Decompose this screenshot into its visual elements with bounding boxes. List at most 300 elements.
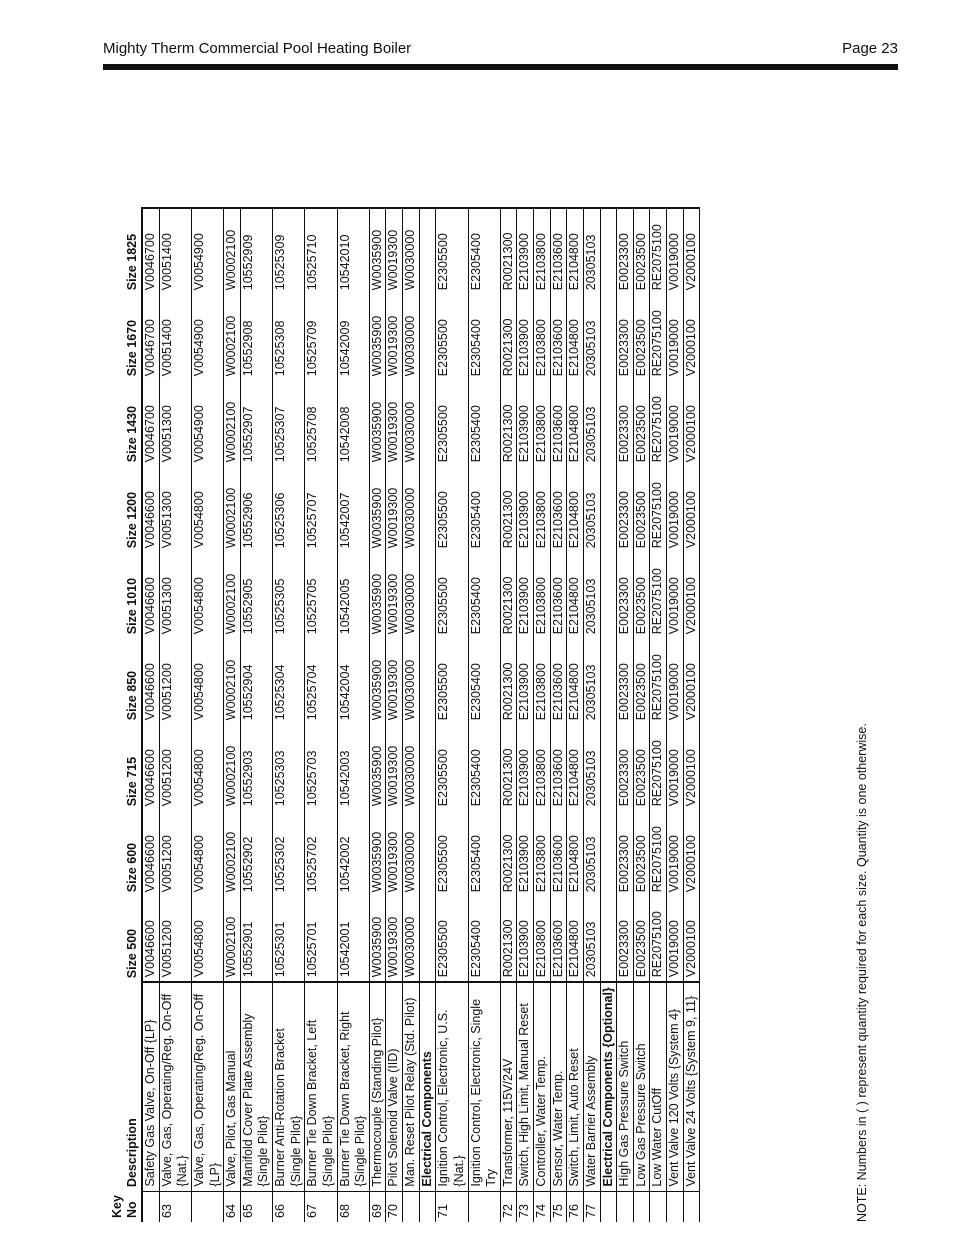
part-number-cell: E2103900 [517,294,534,380]
part-number-cell: V0019000 [667,466,684,552]
part-number-cell: 10525304 [273,638,305,724]
part-number-cell: V2000100 [683,724,700,810]
part-number-cell: V0054800 [191,466,223,552]
document-title: Mighty Therm Commercial Pool Heating Boiler [103,40,412,57]
part-number-cell: E2104800 [567,896,584,982]
key-no-cell [650,1191,667,1222]
part-number-cell: R0021300 [500,724,517,810]
table-row [468,208,500,1222]
part-number-cell: W0002100 [224,380,241,466]
part-number-cell: 10525709 [305,294,337,380]
part-number-cell: 10542007 [337,466,369,552]
table-row [369,208,386,1222]
part-number-cell [419,208,436,294]
part-number-cell: V0051200 [159,810,191,896]
part-number-cell: W0002100 [224,208,241,294]
part-number-cell: RE2075100 [650,896,667,982]
part-number-cell: V0046600 [142,724,159,810]
part-number-cell: R0021300 [500,552,517,638]
part-number-cell: V0046600 [142,638,159,724]
part-number-cell: V0046600 [142,466,159,552]
description-cell: Valve, Pilot, Gas Manual [224,982,241,1191]
key-no-cell [633,1191,650,1222]
table-row [240,208,272,1222]
key-no-cell [683,1191,700,1222]
description-cell: Transformer, 115V/24V [500,982,517,1191]
part-number-cell: 10525307 [273,380,305,466]
description-cell: Man. Reset Pilot Relay (Std. Pilot) [403,982,420,1191]
part-number-cell: 10542009 [337,294,369,380]
part-number-cell: 10525302 [273,810,305,896]
part-number-cell: V0051300 [159,552,191,638]
part-number-cell: E0023300 [617,208,634,294]
part-number-cell: E2104800 [567,810,584,896]
part-number-cell: 20305103 [583,810,600,896]
table-row [633,208,650,1222]
key-no-cell: 74 [534,1191,551,1222]
part-number-cell: E0023300 [617,638,634,724]
part-number-cell: V0054900 [191,208,223,294]
part-number-cell: E2103800 [534,294,551,380]
part-number-cell: RE2075100 [650,208,667,294]
part-number-cell: E2103900 [517,896,534,982]
part-number-cell: E2103800 [534,896,551,982]
part-number-cell: W0035900 [369,294,386,380]
part-number-cell: V0051200 [159,896,191,982]
part-number-cell: W0019300 [386,810,403,896]
part-number-cell: 10542008 [337,380,369,466]
part-number-cell: W0002100 [224,810,241,896]
part-number-cell: W0030000 [403,638,420,724]
part-number-cell: W0002100 [224,638,241,724]
part-number-cell: V0019000 [667,724,684,810]
part-number-cell: W0035900 [369,208,386,294]
description-cell: Controller, Water Temp. [534,982,551,1191]
part-number-cell: 20305103 [583,294,600,380]
header-size-500: Size 500 [103,896,142,982]
key-no-cell: 63 [159,1191,191,1222]
part-number-cell: 10542002 [337,810,369,896]
part-number-cell: RE2075100 [650,294,667,380]
key-no-cell: 65 [240,1191,272,1222]
header-description: Description [103,982,142,1191]
part-number-cell: W0035900 [369,638,386,724]
part-number-cell: V0054800 [191,552,223,638]
part-number-cell: 20305103 [583,638,600,724]
part-number-cell: 10542003 [337,724,369,810]
part-number-cell: E2103600 [550,810,567,896]
part-number-cell [419,380,436,466]
description-cell: Low Water CutOff [650,982,667,1191]
part-number-cell: W0030000 [403,208,420,294]
part-number-cell: V0054900 [191,294,223,380]
description-cell: Switch, Limit, Auto Reset [567,982,584,1191]
part-number-cell: 10525702 [305,810,337,896]
part-number-cell: RE2075100 [650,810,667,896]
part-number-cell: W0019300 [386,638,403,724]
part-number-cell: RE2075100 [650,724,667,810]
part-number-cell: 10525708 [305,380,337,466]
part-number-cell: E2104800 [567,552,584,638]
part-number-cell: E2104800 [567,380,584,466]
part-number-cell: E2305400 [468,810,500,896]
part-number-cell: E2103600 [550,638,567,724]
part-number-cell: W0019300 [386,552,403,638]
part-number-cell: RE2075100 [650,638,667,724]
section-heading: Electrical Components {Optional} [600,982,617,1191]
part-number-cell: V0019000 [667,294,684,380]
part-number-cell: 10525306 [273,466,305,552]
header-size-850: Size 850 [103,638,142,724]
header-key-no: Key No [103,1191,142,1222]
part-number-cell: E0023500 [633,552,650,638]
part-number-cell: E2305400 [468,208,500,294]
part-number-cell: V0054800 [191,896,223,982]
part-number-cell: 10525309 [273,208,305,294]
part-number-cell: W0035900 [369,810,386,896]
part-number-cell: 20305103 [583,552,600,638]
description-cell: Valve, Gas, Operating/Reg. On-Off {LP} [191,982,223,1191]
part-number-cell: 10552909 [240,208,272,294]
part-number-cell: E2103900 [517,810,534,896]
part-number-cell: RE2075100 [650,380,667,466]
table-row [191,208,223,1222]
part-number-cell: V0019000 [667,638,684,724]
part-number-cell: E2103900 [517,380,534,466]
parts-table-body [142,208,700,1222]
part-number-cell: 10552908 [240,294,272,380]
part-number-cell: E2103600 [550,896,567,982]
key-no-cell: 66 [273,1191,305,1222]
part-number-cell [419,552,436,638]
key-no-cell: 70 [386,1191,403,1222]
part-number-cell: E2305500 [436,380,468,466]
table-row [273,208,305,1222]
part-number-cell: E0023300 [617,724,634,810]
part-number-cell: 20305103 [583,724,600,810]
part-number-cell: E2103600 [550,294,567,380]
part-number-cell: RE2075100 [650,552,667,638]
part-number-cell: E2104800 [567,208,584,294]
part-number-cell: 10525705 [305,552,337,638]
part-number-cell: E0023500 [633,466,650,552]
part-number-cell: E2103800 [534,724,551,810]
part-number-cell: E2305400 [468,638,500,724]
key-no-cell [617,1191,634,1222]
part-number-cell: 20305103 [583,896,600,982]
part-number-cell: E2305400 [468,552,500,638]
part-number-cell: R0021300 [500,208,517,294]
rotated-parts-table [103,128,884,1222]
part-number-cell: V0046600 [142,552,159,638]
part-number-cell [600,380,617,466]
part-number-cell: E2104800 [567,724,584,810]
table-row [567,208,584,1222]
table-row [683,208,700,1222]
part-number-cell: E2103600 [550,466,567,552]
table-row [517,208,534,1222]
description-cell: Thermocouple {Standing Pilot} [369,982,386,1191]
part-number-cell: W0002100 [224,466,241,552]
part-number-cell: RE2075100 [650,466,667,552]
part-number-cell: V2000100 [683,294,700,380]
part-number-cell: W0002100 [224,552,241,638]
section-heading: Electrical Components [419,982,436,1191]
key-no-cell: 64 [224,1191,241,1222]
part-number-cell: 10542004 [337,638,369,724]
header-rule [103,64,898,70]
part-number-cell: E0023300 [617,466,634,552]
part-number-cell: E0023300 [617,896,634,982]
part-number-cell: W0030000 [403,724,420,810]
section-row [600,208,617,1222]
part-number-cell: E2305400 [468,896,500,982]
part-number-cell: E2103800 [534,638,551,724]
part-number-cell: E2305500 [436,810,468,896]
part-number-cell: 10525703 [305,724,337,810]
part-number-cell: V0051200 [159,638,191,724]
part-number-cell: W0002100 [224,724,241,810]
part-number-cell: 10525303 [273,724,305,810]
description-cell: Ignition Control, Electronic, Single Try [468,982,500,1191]
part-number-cell: E2103900 [517,208,534,294]
table-row [142,208,159,1222]
part-number-cell [419,810,436,896]
key-no-cell: 69 [369,1191,386,1222]
part-number-cell: E2305400 [468,466,500,552]
header-size-1670: Size 1670 [103,294,142,380]
table-row [436,208,468,1222]
part-number-cell: E2103800 [534,552,551,638]
part-number-cell: E2103800 [534,380,551,466]
part-number-cell: V0019000 [667,208,684,294]
section-row [419,208,436,1222]
part-number-cell: W0030000 [403,552,420,638]
part-number-cell: W0035900 [369,466,386,552]
part-number-cell [600,552,617,638]
part-number-cell: 10552903 [240,724,272,810]
part-number-cell: 10542001 [337,896,369,982]
part-number-cell: V0051300 [159,466,191,552]
description-cell: Safety Gas Valve, On-Off {LP} [142,982,159,1191]
part-number-cell: 10525301 [273,896,305,982]
part-number-cell: W0002100 [224,294,241,380]
part-number-cell: 10542010 [337,208,369,294]
part-number-cell [419,466,436,552]
part-number-cell: W0002100 [224,896,241,982]
description-cell: Pilot Solenoid Valve (IID) [386,982,403,1191]
part-number-cell: E2103900 [517,552,534,638]
part-number-cell: E0023500 [633,208,650,294]
part-number-cell: E2305400 [468,724,500,810]
part-number-cell: E2305500 [436,466,468,552]
part-number-cell: E0023500 [633,896,650,982]
page-header [103,38,898,72]
part-number-cell: V0054900 [191,380,223,466]
key-no-cell [142,1191,159,1222]
header-size-1430: Size 1430 [103,380,142,466]
part-number-cell: 10542005 [337,552,369,638]
part-number-cell: V0019000 [667,552,684,638]
part-number-cell: E0023500 [633,638,650,724]
part-number-cell: W0030000 [403,896,420,982]
table-row [534,208,551,1222]
part-number-cell: R0021300 [500,380,517,466]
table-row [159,208,191,1222]
part-number-cell: V0046600 [142,810,159,896]
table-row [337,208,369,1222]
part-number-cell [419,294,436,380]
description-cell: Ignition Control, Electronic, U.S. {Nat.} [436,982,468,1191]
table-header-row [103,208,142,1222]
key-no-cell: 68 [337,1191,369,1222]
description-cell: Switch, High Limit, Manual Reset [517,982,534,1191]
part-number-cell: 20305103 [583,380,600,466]
part-number-cell: E0023500 [633,294,650,380]
part-number-cell [600,466,617,552]
part-number-cell: 20305103 [583,208,600,294]
part-number-cell: E0023300 [617,380,634,466]
part-number-cell: W0030000 [403,380,420,466]
table-row [500,208,517,1222]
part-number-cell: 10525701 [305,896,337,982]
key-no-cell: 77 [583,1191,600,1222]
part-number-cell [600,724,617,810]
part-number-cell: E0023300 [617,294,634,380]
part-number-cell: W0030000 [403,810,420,896]
part-number-cell [419,724,436,810]
part-number-cell [600,896,617,982]
part-number-cell: W0030000 [403,466,420,552]
part-number-cell: E2103900 [517,466,534,552]
part-number-cell: V2000100 [683,380,700,466]
description-cell: Manifold Cover Plate Assembly {Single Pilot} [240,982,272,1191]
description-cell: Low Gas Pressure Switch [633,982,650,1191]
part-number-cell: E2103600 [550,208,567,294]
part-number-cell [600,810,617,896]
part-number-cell: E2103900 [517,638,534,724]
part-number-cell: E2103800 [534,466,551,552]
part-number-cell: E2103800 [534,208,551,294]
part-number-cell: R0021300 [500,896,517,982]
description-cell: High Gas Pressure Switch [617,982,634,1191]
part-number-cell: V0051400 [159,294,191,380]
key-no-cell [419,1191,436,1222]
table-row [224,208,241,1222]
part-number-cell: E2305400 [468,294,500,380]
description-cell: Burner Tie Down Bracket, Right {Single Pilot} [337,982,369,1191]
part-number-cell: E2104800 [567,294,584,380]
part-number-cell: R0021300 [500,294,517,380]
part-number-cell: 10552902 [240,810,272,896]
part-number-cell: E2305500 [436,896,468,982]
description-cell: Burner Anti-Rotation Bracket {Single Pilot} [273,982,305,1191]
part-number-cell: E0023500 [633,724,650,810]
part-number-cell: V0051400 [159,208,191,294]
part-number-cell: W0019300 [386,466,403,552]
key-no-cell: 71 [436,1191,468,1222]
part-number-cell: E2305500 [436,552,468,638]
page-number: Page 23 [842,40,898,57]
part-number-cell: V0054800 [191,638,223,724]
part-number-cell: E2305500 [436,638,468,724]
table-row [667,208,684,1222]
description-cell: Valve, Gas, Operating/Reg. On-Off {Nat.} [159,982,191,1191]
part-number-cell: V2000100 [683,638,700,724]
header-size-1825: Size 1825 [103,208,142,294]
part-number-cell: V2000100 [683,810,700,896]
part-number-cell: E2305500 [436,724,468,810]
part-number-cell [419,638,436,724]
header-size-1010: Size 1010 [103,552,142,638]
part-number-cell: R0021300 [500,466,517,552]
part-number-cell: V0019000 [667,896,684,982]
table-row [386,208,403,1222]
part-number-cell: E0023300 [617,552,634,638]
part-number-cell: V0054800 [191,724,223,810]
part-number-cell: 10552907 [240,380,272,466]
part-number-cell: R0021300 [500,810,517,896]
part-number-cell: 10552905 [240,552,272,638]
part-number-cell: E2104800 [567,638,584,724]
part-number-cell: V0054800 [191,810,223,896]
part-number-cell: W0019300 [386,208,403,294]
part-number-cell: W0030000 [403,294,420,380]
part-number-cell: E2103600 [550,552,567,638]
part-number-cell: V2000100 [683,466,700,552]
part-number-cell: V0046700 [142,208,159,294]
part-number-cell: W0019300 [386,380,403,466]
part-number-cell: V2000100 [683,208,700,294]
key-no-cell: 72 [500,1191,517,1222]
part-number-cell: 10525707 [305,466,337,552]
key-no-cell [468,1191,500,1222]
part-number-cell: E2103600 [550,724,567,810]
part-number-cell: V0046700 [142,380,159,466]
part-number-cell: E2305400 [468,380,500,466]
part-number-cell: 10525704 [305,638,337,724]
part-number-cell: W0019300 [386,294,403,380]
part-number-cell: W0035900 [369,380,386,466]
part-number-cell: E2103600 [550,380,567,466]
part-number-cell: E0023500 [633,810,650,896]
part-number-cell [600,294,617,380]
part-number-cell: E2104800 [567,466,584,552]
part-number-cell: W0019300 [386,724,403,810]
header-size-1200: Size 1200 [103,466,142,552]
key-no-cell [667,1191,684,1222]
part-number-cell [419,896,436,982]
part-number-cell: 10525308 [273,294,305,380]
part-number-cell: 20305103 [583,466,600,552]
key-no-cell: 75 [550,1191,567,1222]
part-number-cell: 10525710 [305,208,337,294]
key-no-cell [600,1191,617,1222]
description-cell: Burner Tie Down Bracket, Left {Single Pilot} [305,982,337,1191]
part-number-cell: V0019000 [667,810,684,896]
part-number-cell: V0051300 [159,380,191,466]
description-cell: Vent Valve 120 Volts {System 4} [667,982,684,1191]
key-no-cell: 76 [567,1191,584,1222]
description-cell: Sensor, Water Temp. [550,982,567,1191]
description-cell: Vent Valve 24 Volts {System 9, 11} [683,982,700,1191]
part-number-cell: E2305500 [436,294,468,380]
key-no-cell: 67 [305,1191,337,1222]
table-row [403,208,420,1222]
part-number-cell: V0046600 [142,896,159,982]
part-number-cell: W0035900 [369,552,386,638]
parts-table [103,207,700,1222]
